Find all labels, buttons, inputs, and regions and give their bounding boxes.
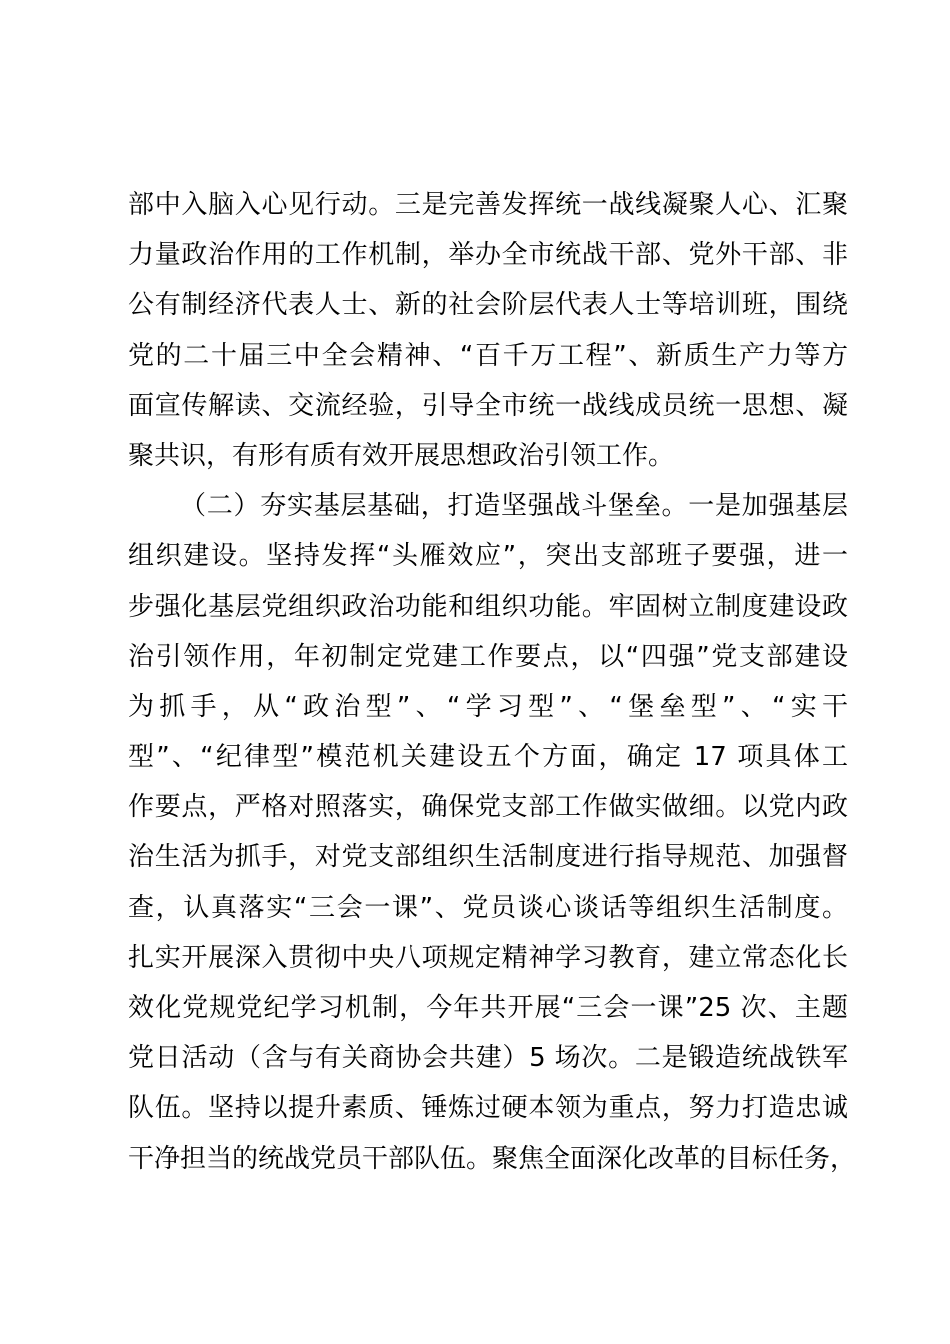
text-line: 公有制经济代表人士、新的社会阶层代表人士等培训班，围绕	[128, 290, 848, 321]
text-line: 党日活动（含与有关商协会共建）5 场次。二是锻造统战铁军	[128, 1043, 848, 1074]
paragraph-2	[128, 481, 857, 1184]
text-line: 面宣传解读、交流经验，引导全市统一战线成员统一思想、凝	[128, 390, 848, 421]
text-line: 为抓手，从“政治型”、“学习型”、“堡垒型”、“实干	[128, 691, 848, 722]
text-line: 力量政治作用的工作机制，举办全市统战干部、党外干部、非	[128, 240, 848, 271]
text-line: 党的二十届三中全会精神、“百千万工程”、新质生产力等方	[128, 340, 848, 371]
text-line: （二）夯实基层基础，打造坚强战斗堡垒。一是加强基层	[180, 491, 848, 522]
text-line: 作要点，严格对照落实，确保党支部工作做实做细。以党内政	[128, 792, 848, 823]
text-line: 效化党规党纪学习机制，今年共开展“三会一课”25 次、主题	[128, 993, 848, 1023]
text-line: 组织建设。坚持发挥“头雁效应”，突出支部班子要强，进一	[128, 541, 848, 572]
text-line: 步强化基层党组织政治功能和组织功能。牢固树立制度建设政	[128, 591, 848, 622]
paragraph-1	[128, 180, 848, 481]
text-line: 部中入脑入心见行动。三是完善发挥统一战线凝聚人心、汇聚	[128, 190, 848, 220]
text-line: 型”、“纪律型”模范机关建设五个方面，确定 17 项具体工	[128, 742, 848, 773]
text-line: 聚共识，有形有质有效开展思想政治引领工作。	[128, 440, 675, 471]
text-line: 队伍。坚持以提升素质、锤炼过硬本领为重点，努力打造忠诚	[128, 1093, 848, 1124]
text-line: 查，认真落实“三会一课”、党员谈心谈话等组织生活制度。	[128, 892, 848, 923]
body-text	[128, 180, 857, 1184]
text-line: 扎实开展深入贯彻中央八项规定精神学习教育，建立常态化长	[128, 942, 848, 973]
text-line: 干净担当的统战党员干部队伍。聚焦全面深化改革的目标任务，	[128, 1143, 857, 1174]
text-line: 治引领作用，年初制定党建工作要点，以“四强”党支部建设	[128, 641, 848, 672]
text-line: 治生活为抓手，对党支部组织生活制度进行指导规范、加强督	[128, 842, 848, 873]
